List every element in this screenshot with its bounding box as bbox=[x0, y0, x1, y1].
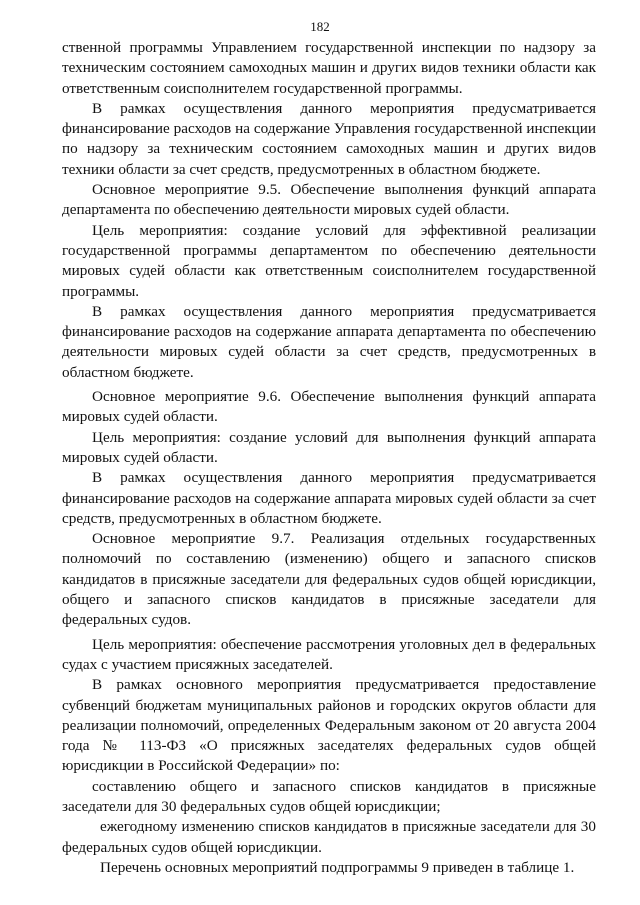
paragraph-list-item-compile: составлению общего и запасного списков кандидатов в присяжные заседатели для 30 федеральных судов общей юрисдикции; bbox=[62, 777, 596, 815]
paragraph-goal-9-6: Цель мероприятия: создание условий для выполнения функций аппарата мировых судей области. bbox=[62, 428, 596, 466]
paragraph-financing-9-5: В рамках осуществления данного мероприятия предусматривается финансирование расходов на содержание аппарата департамента по обеспечению деятельности мировых судей области за счет средств, предусмотренных в областном бюджете. bbox=[62, 302, 596, 381]
paragraph-list-item-update: ежегодному изменению списков кандидатов в присяжные заседатели для 30 федеральных судов общей юрисдикции. bbox=[62, 818, 596, 856]
paragraph-financing-inspection: В рамках осуществления данного мероприятия предусматривается финансирование расходов на содержание Управления государственной инспекции по надзору за техническим состоянием самоходных машин и других видов техники области за счет средств, предусмотренных в областном бюджете. bbox=[62, 99, 596, 178]
paragraph-goal-9-5: Цель мероприятия: создание условий для эффективной реализации государственной программы департаментом по обеспечению деятельности мировых судей области как ответственным соисполнителем государственной программы. bbox=[62, 221, 596, 300]
paragraph-continuation: ственной программы Управлением государственной инспекции по надзору за техническим состоянием самоходных машин и других видов техники области как ответственным соисполнителем государственной программы. bbox=[62, 39, 596, 97]
paragraph-table-reference: Перечень основных мероприятий подпрограммы 9 приведен в таблице 1. bbox=[100, 858, 575, 876]
document-body bbox=[62, 38, 596, 878]
paragraph-measure-9-7: Основное мероприятие 9.7. Реализация отдельных государственных полномочий по составлению (изменению) общего и запасного списков кандидатов в присяжные заседатели для федеральных судов общей юрисдикции, общего и запасного списков кандидатов в присяжные заседатели для федеральных судов. bbox=[62, 530, 596, 629]
paragraph-financing-9-6: В рамках осуществления данного мероприятия предусматривается финансирование расходов на содержание аппарата мировых судей области за счет средств, предусмотренных в областном бюджете. bbox=[62, 469, 596, 527]
paragraph-goal-9-7: Цель мероприятия: обеспечение рассмотрения уголовных дел в федеральных судах с участием присяжных заседателей. bbox=[62, 635, 596, 673]
paragraph-subventions: В рамках основного мероприятия предусматривается предоставление субвенций бюджетам муниципальных районов и городских округов области для реализации полномочий, определенных Федеральным законом от 20 августа 2004 года № 113-ФЗ «О присяжных заседателях федеральных судов общей юрисдикции в Российской Федерации» по: bbox=[62, 676, 596, 775]
paragraph-measure-9-5: Основное мероприятие 9.5. Обеспечение выполнения функций аппарата департамента по обеспечению деятельности мировых судей области. bbox=[62, 181, 596, 219]
page-number: 182 bbox=[310, 19, 330, 34]
paragraph-measure-9-6: Основное мероприятие 9.6. Обеспечение выполнения функций аппарата мировых судей области. bbox=[62, 388, 596, 426]
